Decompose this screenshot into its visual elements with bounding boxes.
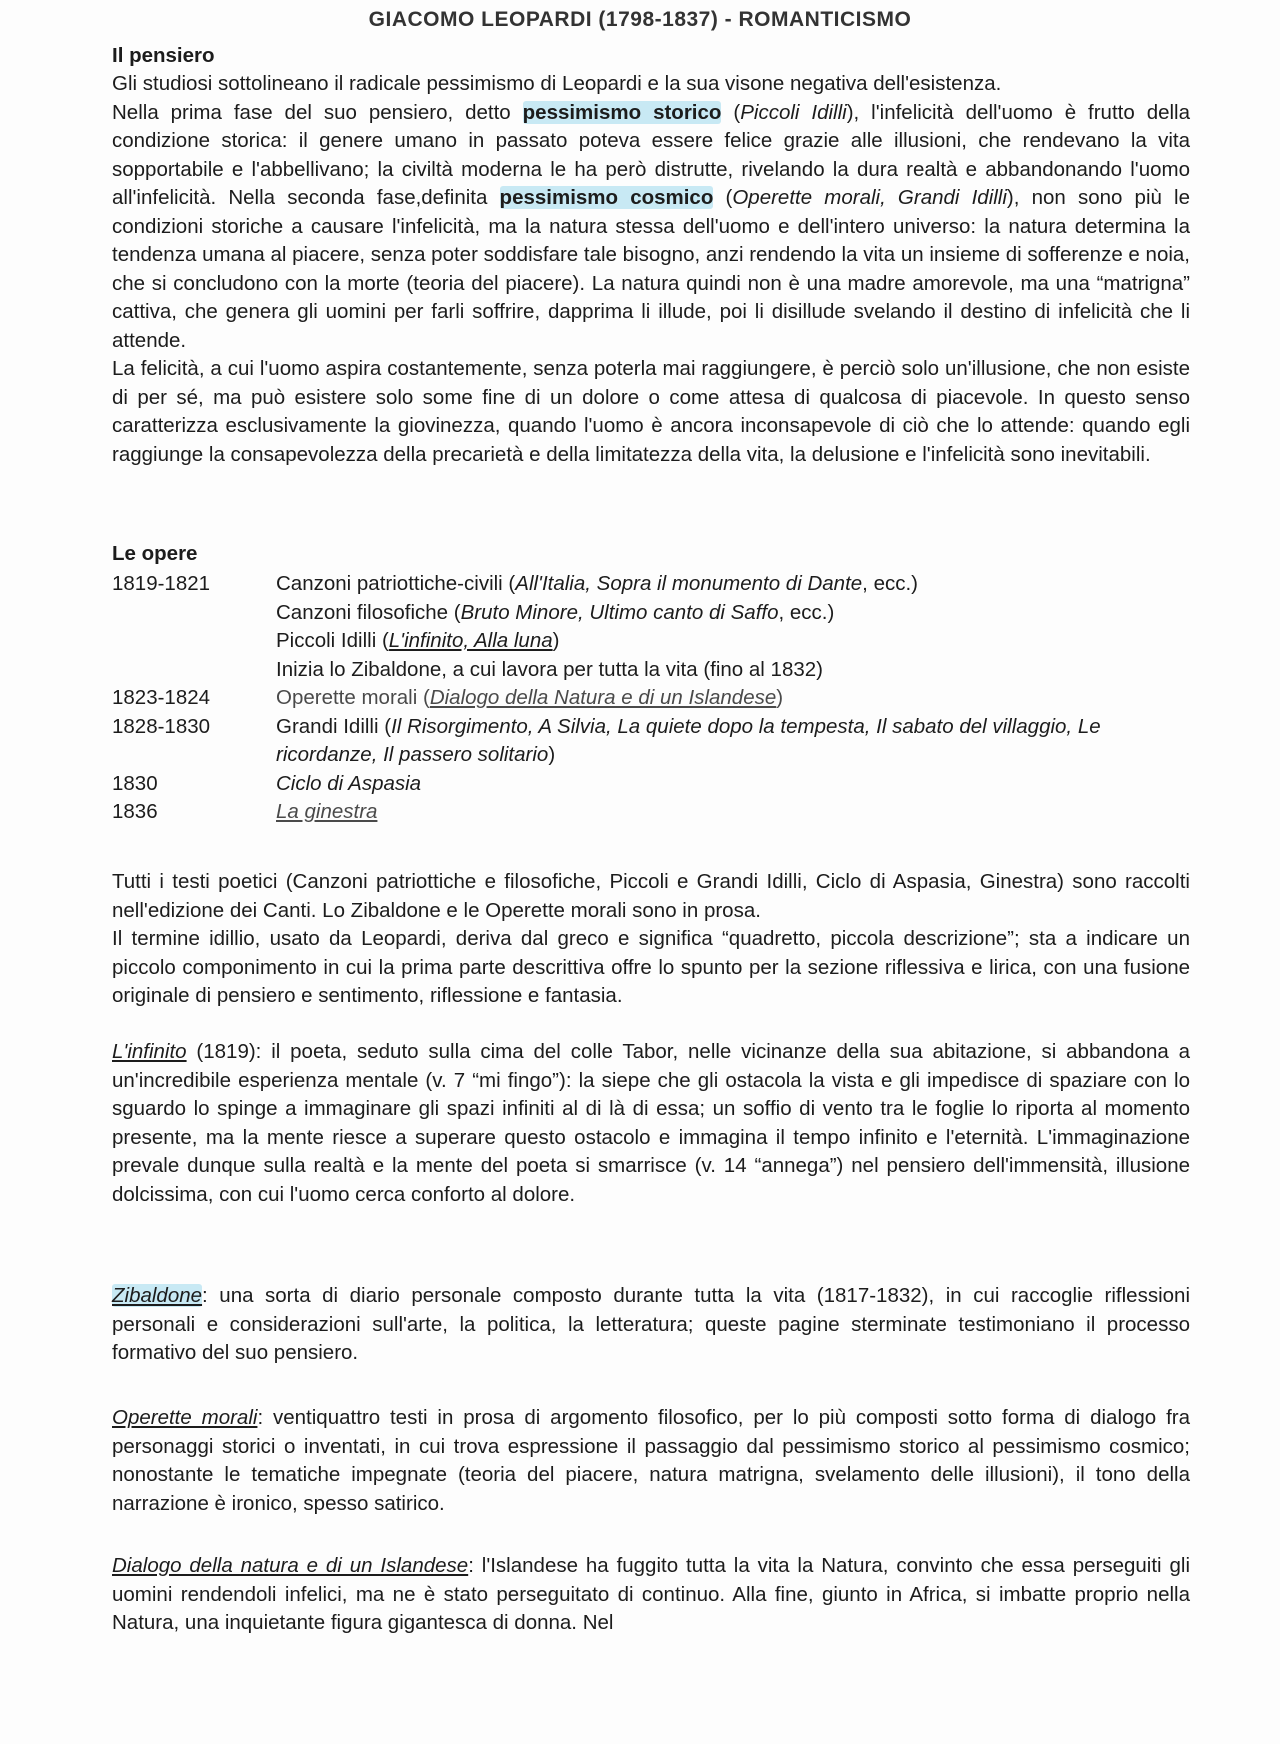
pensiero-text: ), l'infelicità dell'uomo è frutto della condizione storica: il genere umano in passato poteva essere felice grazie alle illusioni, che rendevano la vita sopportabile e l'abbellivano; la civiltà moderna le ha però distrutte, rivelando la dura realtà e abbandonando l'uomo all'infelicità. Nella seconda fase,definita xyxy=(112,100,1191,209)
pensiero-paragraph-2: La felicità, a cui l'uomo aspira costantemente, senza poterla mai raggiungere, è perciò solo un'illusione, che non esiste di per sé, ma può esistere solo some fine di un dolore o come attesa di qualcosa di piacevole. In questo senso caratterizza esclusivamente la giovinezza, quando l'uomo è ancora inconsapevole di ciò che lo attende: quando egli raggiunge la consapevolezza della precarietà e della limitatezza della vita, la delusione e l'infelicità sono inevitabili. xyxy=(112,357,1190,466)
works-year xyxy=(112,627,276,656)
pensiero-text: Operette morali, Grandi Idilli xyxy=(732,186,1007,209)
page-title: GIACOMO LEOPARDI (1798-1837) - ROMANTICISMO xyxy=(368,8,912,31)
section-heading-pensiero: Il pensiero xyxy=(112,44,215,67)
infinito-paragraph xyxy=(112,1038,1190,1209)
section-operette xyxy=(112,1404,1190,1518)
works-row xyxy=(112,770,1202,799)
infinito-text: (1819): il poeta, seduto sulla cima del colle Tabor, nelle vicinanze della sua abitazione, si abbandona a un'incredibile esperienza mentale (v. 7 “mi fingo”): la siepe che gli ostacola la vista e gli impedisce di spaziare con lo sguardo lo spinge a immaginare gli spazi infiniti al di là di essa; un soffio di vento tra le foglie lo riporta al momento presente, ma la mente riesce a superare questo ostacolo e immagina il tempo infinito e l'eternità. L'immaginazione prevale dunque sulla realtà e la mente del poeta si smarrisce (v. 14 “annega”) nel pensiero dell'immensità, illusione dolcissima, con cui l'uomo cerca conforto al dolore. xyxy=(112,1040,1190,1206)
works-row xyxy=(112,684,1202,713)
dialogo-text: : l'Islandese ha fuggito tutta la vita la Natura, convinto che essa perseguiti gli uomini rendendoli infelici, ma ne è stato perseguitato di continuo. Alla fine, giunto in Africa, si imbatte proprio nella Natura, una inquietante figura gigantesca di donna. Nel xyxy=(112,1554,1190,1634)
works-year: 1836 xyxy=(112,800,158,823)
pensiero-paragraph-1 xyxy=(112,70,1190,355)
works-row xyxy=(112,599,1202,628)
works-row xyxy=(112,656,1202,685)
section-infinito xyxy=(112,1038,1190,1209)
term-pessimismo-cosmico: pessimismo cosmico xyxy=(499,186,714,209)
works-year: 1819-1821 xyxy=(112,572,211,595)
operette-label: Operette morali xyxy=(112,1406,258,1429)
zibaldone-label: Zibaldone xyxy=(112,1284,203,1307)
works-desc: Inizia lo Zibaldone, a cui lavora per tutta la vita (fino al 1832) xyxy=(276,657,823,681)
works-year: 1823-1824 xyxy=(112,686,211,709)
works-desc: Piccoli Idilli (L'infinito, Alla luna) xyxy=(276,629,560,652)
section-pensiero xyxy=(112,42,1190,469)
pensiero-text: Piccoli Idilli xyxy=(740,100,847,124)
works-table xyxy=(112,570,1202,827)
dialogo-paragraph xyxy=(112,1552,1190,1638)
pensiero-text: Nella prima fase del suo pensiero, detto xyxy=(112,100,523,124)
works-year xyxy=(112,599,276,628)
section-canti xyxy=(112,868,1190,1011)
section-dialogo xyxy=(112,1552,1190,1638)
section-heading-opere: Le opere xyxy=(112,542,198,565)
works-desc: Canzoni filosofiche (Bruto Minore, Ultimo canto di Saffo, ecc.) xyxy=(276,600,835,624)
dialogo-label: Dialogo della natura e di un Islandese xyxy=(112,1554,469,1577)
works-row xyxy=(112,627,1202,656)
works-year xyxy=(112,656,276,685)
pensiero-text: Gli studiosi sottolineano il radicale pessimismo di Leopardi e la sua visone negativa dell'esistenza. xyxy=(112,72,1002,95)
canti-paragraph-1: Tutti i testi poetici (Canzoni patriottiche e filosofiche, Piccoli e Grandi Idilli, Ciclo di Aspasia, Ginestra) sono raccolti nell'edizione dei Canti. Lo Zibaldone e le Operette morali sono in prosa. xyxy=(112,870,1190,922)
section-zibaldone xyxy=(112,1282,1190,1368)
works-desc: Operette morali (Dialogo della Natura e di un Islandese) xyxy=(276,686,784,709)
works-desc: Ciclo di Aspasia xyxy=(276,771,422,795)
works-desc: La ginestra xyxy=(276,800,378,823)
section-opere-heading-wrap xyxy=(112,540,1190,568)
zibaldone-text: : una sorta di diario personale composto durante tutta la vita (1817-1832), in cui raccoglie riflessioni personali e considerazioni sull'arte, la politica, la letteratura; queste pagine sterminate testimoniano il processo formativo del suo pensiero. xyxy=(112,1284,1190,1364)
works-row xyxy=(112,570,1202,599)
operette-text: : ventiquattro testi in prosa di argomento filosofico, per lo più composti sotto forma di dialogo fra personaggi storici o inventati, in cui trova espressione il passaggio dal pessimismo storico al pessimismo cosmico; nonostante le tematiche impegnate (teoria del piacere, natura matrigna, svelamento delle illusioni), il tono della narrazione è ironico, spesso satirico. xyxy=(112,1406,1190,1515)
works-desc: Grandi Idilli (Il Risorgimento, A Silvia, La quiete dopo la tempesta, Il sabato del villaggio, Le ricordanze, Il passero solitario) xyxy=(276,714,1101,766)
pensiero-text: ( xyxy=(713,186,733,209)
works-desc: Canzoni patriottiche-civili (All'Italia, Sopra il monumento di Dante, ecc.) xyxy=(276,572,918,595)
works-year: 1828-1830 xyxy=(112,714,211,738)
pensiero-text: ), non sono più le condizioni storiche a causare l'infelicità, ma la natura stessa dell'uomo e dell'intero universo: la natura determina la tendenza umana al piacere, senza poter soddisfare tale bisogno, anzi rendendo la vita un insieme di sofferenze e noia, che si concludono con la morte (teoria del piacere). La natura quindi non è una madre amorevole, ma una “matrigna” cattiva, che genera gli uomini per farli soffrire, dapprima li illude, poi li disillude svelando il destino di infelicità che li attende. xyxy=(112,186,1190,352)
operette-paragraph xyxy=(112,1404,1190,1518)
works-year: 1830 xyxy=(112,771,158,795)
works-row xyxy=(112,713,1202,770)
infinito-label: L'infinito xyxy=(112,1040,187,1063)
canti-paragraph-2: Il termine idillio, usato da Leopardi, deriva dal greco e significa “quadretto, piccola descrizione”; sta a indicare un piccolo componimento in cui la prima parte descrittiva offre lo spunto per la sezione riflessiva e lirica, con una fusione originale di pensiero e sentimento, riflessione e fantasia. xyxy=(112,927,1190,1007)
zibaldone-paragraph xyxy=(112,1282,1190,1368)
works-row xyxy=(112,798,1202,827)
term-pessimismo-storico: pessimismo storico xyxy=(522,100,722,124)
pensiero-text: ( xyxy=(721,100,741,124)
